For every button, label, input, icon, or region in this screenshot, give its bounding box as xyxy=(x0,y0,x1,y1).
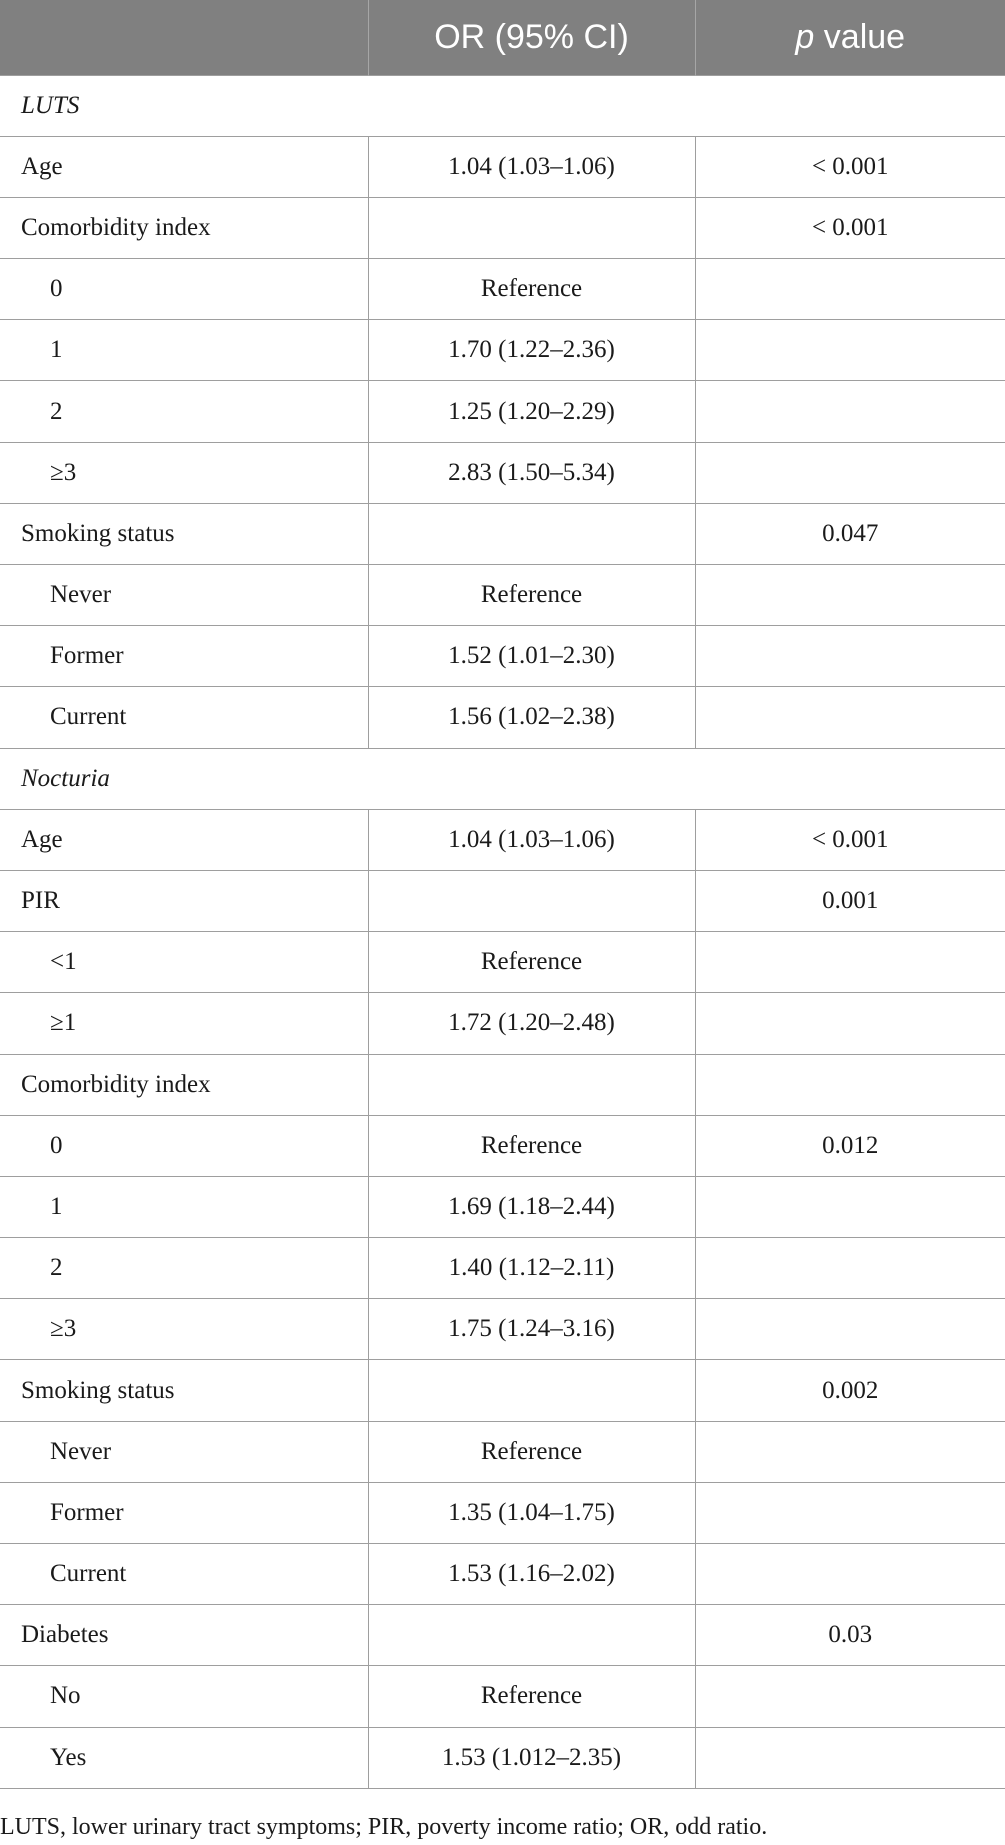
table-row xyxy=(0,197,1005,258)
variable-cell: ≥1 xyxy=(0,993,368,1054)
table-header xyxy=(0,0,1005,75)
or-ci-cell: 1.53 (1.16–2.02) xyxy=(368,1544,695,1605)
or-ci-cell: 1.72 (1.20–2.48) xyxy=(368,993,695,1054)
or-ci-cell: 1.52 (1.01–2.30) xyxy=(368,626,695,687)
header-row xyxy=(0,0,1005,75)
table-body xyxy=(0,75,1005,1788)
p-value-cell xyxy=(695,626,1005,687)
p-value-cell: < 0.001 xyxy=(695,809,1005,870)
or-ci-cell: 1.75 (1.24–3.16) xyxy=(368,1299,695,1360)
table-row xyxy=(0,870,1005,931)
variable-cell: Age xyxy=(0,809,368,870)
or-ci-cell: 1.25 (1.20–2.29) xyxy=(368,381,695,442)
variable-cell: Current xyxy=(0,1544,368,1605)
header-variable xyxy=(0,0,368,75)
or-ci-cell: 1.53 (1.012–2.35) xyxy=(368,1727,695,1788)
or-ci-cell: 1.04 (1.03–1.06) xyxy=(368,136,695,197)
p-value-cell: 0.002 xyxy=(695,1360,1005,1421)
header-p-rest: value xyxy=(814,17,906,56)
variable-cell: ≥3 xyxy=(0,442,368,503)
variable-cell: 1 xyxy=(0,1176,368,1237)
p-value-cell xyxy=(695,687,1005,748)
p-value-cell: < 0.001 xyxy=(695,136,1005,197)
header-p-value xyxy=(695,0,1005,75)
variable-cell: 2 xyxy=(0,381,368,442)
variable-cell: Never xyxy=(0,565,368,626)
or-ci-cell: Reference xyxy=(368,1421,695,1482)
p-value-cell xyxy=(695,932,1005,993)
table-row xyxy=(0,1176,1005,1237)
p-value-cell xyxy=(695,993,1005,1054)
section-label: Nocturia xyxy=(0,748,1005,809)
p-value-cell xyxy=(695,1054,1005,1115)
table-row xyxy=(0,1360,1005,1421)
or-ci-cell: Reference xyxy=(368,259,695,320)
p-value-cell xyxy=(695,1238,1005,1299)
table-row xyxy=(0,1544,1005,1605)
or-ci-cell: Reference xyxy=(368,1115,695,1176)
or-ci-cell xyxy=(368,503,695,564)
or-ci-cell xyxy=(368,1054,695,1115)
variable-cell: 0 xyxy=(0,259,368,320)
variable-cell: 1 xyxy=(0,320,368,381)
p-value-cell xyxy=(695,565,1005,626)
p-value-cell: 0.03 xyxy=(695,1605,1005,1666)
p-value-cell xyxy=(695,1176,1005,1237)
table-row xyxy=(0,1054,1005,1115)
p-value-cell xyxy=(695,1482,1005,1543)
table-row xyxy=(0,259,1005,320)
table-row xyxy=(0,1482,1005,1543)
variable-cell: Comorbidity index xyxy=(0,197,368,258)
variable-cell: No xyxy=(0,1666,368,1727)
p-value-cell xyxy=(695,1544,1005,1605)
table-row xyxy=(0,503,1005,564)
table-row xyxy=(0,932,1005,993)
p-value-cell xyxy=(695,1727,1005,1788)
table-row xyxy=(0,136,1005,197)
p-value-cell xyxy=(695,381,1005,442)
table-row xyxy=(0,320,1005,381)
variable-cell: Yes xyxy=(0,1727,368,1788)
p-value-cell: 0.047 xyxy=(695,503,1005,564)
variable-cell: 2 xyxy=(0,1238,368,1299)
p-value-cell xyxy=(695,1666,1005,1727)
p-value-cell xyxy=(695,1421,1005,1482)
table-row xyxy=(0,1238,1005,1299)
table-row xyxy=(0,381,1005,442)
or-ci-cell: Reference xyxy=(368,932,695,993)
table-row xyxy=(0,626,1005,687)
or-ci-cell: 1.35 (1.04–1.75) xyxy=(368,1482,695,1543)
variable-cell: ≥3 xyxy=(0,1299,368,1360)
p-value-cell xyxy=(695,442,1005,503)
or-ci-cell: 1.70 (1.22–2.36) xyxy=(368,320,695,381)
variable-cell: Current xyxy=(0,687,368,748)
variable-cell: Diabetes xyxy=(0,1605,368,1666)
table-row xyxy=(0,565,1005,626)
or-ci-cell: 1.56 (1.02–2.38) xyxy=(368,687,695,748)
variable-cell: Smoking status xyxy=(0,503,368,564)
or-ci-cell: Reference xyxy=(368,565,695,626)
table-row xyxy=(0,442,1005,503)
table-row xyxy=(0,1421,1005,1482)
section-row xyxy=(0,748,1005,809)
header-p-italic: p xyxy=(795,17,815,56)
variable-cell: Former xyxy=(0,626,368,687)
variable-cell: Comorbidity index xyxy=(0,1054,368,1115)
or-ci-cell: 1.40 (1.12–2.11) xyxy=(368,1238,695,1299)
table-row xyxy=(0,687,1005,748)
or-ci-cell: 1.69 (1.18–2.44) xyxy=(368,1176,695,1237)
table-row xyxy=(0,1666,1005,1727)
or-ci-cell: Reference xyxy=(368,1666,695,1727)
or-ci-cell xyxy=(368,870,695,931)
variable-cell: Smoking status xyxy=(0,1360,368,1421)
table-footnote: LUTS, lower urinary tract symptoms; PIR, poverty income ratio; OR, odd ratio. xyxy=(0,1814,768,1840)
variable-cell: Former xyxy=(0,1482,368,1543)
or-ci-cell xyxy=(368,1360,695,1421)
table-row xyxy=(0,809,1005,870)
table-row xyxy=(0,1605,1005,1666)
or-ci-cell: 1.04 (1.03–1.06) xyxy=(368,809,695,870)
variable-cell: <1 xyxy=(0,932,368,993)
header-or-ci: OR (95% CI) xyxy=(368,0,695,75)
table-row xyxy=(0,1115,1005,1176)
section-label: LUTS xyxy=(0,75,1005,136)
or-ci-cell xyxy=(368,1605,695,1666)
p-value-cell xyxy=(695,320,1005,381)
p-value-cell: 0.012 xyxy=(695,1115,1005,1176)
section-row xyxy=(0,75,1005,136)
p-value-cell: 0.001 xyxy=(695,870,1005,931)
or-ci-cell xyxy=(368,197,695,258)
variable-cell: Age xyxy=(0,136,368,197)
table-row xyxy=(0,1727,1005,1788)
p-value-cell xyxy=(695,259,1005,320)
variable-cell: Never xyxy=(0,1421,368,1482)
p-value-cell xyxy=(695,1299,1005,1360)
table-row xyxy=(0,1299,1005,1360)
p-value-cell: < 0.001 xyxy=(695,197,1005,258)
variable-cell: 0 xyxy=(0,1115,368,1176)
or-ci-cell: 2.83 (1.50–5.34) xyxy=(368,442,695,503)
variable-cell: PIR xyxy=(0,870,368,931)
table-row xyxy=(0,993,1005,1054)
